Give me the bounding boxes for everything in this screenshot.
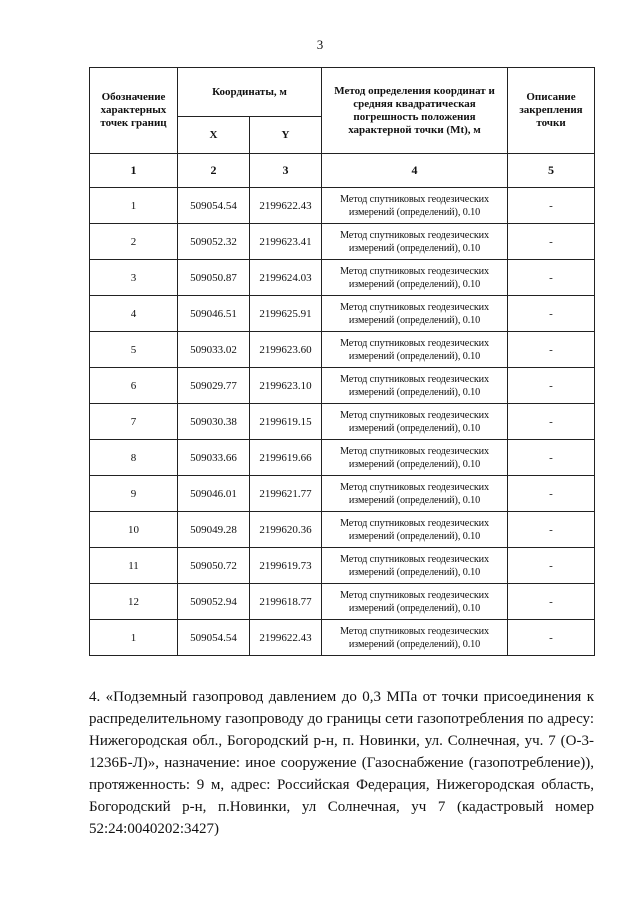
table-row — [90, 404, 595, 440]
table-row — [90, 476, 595, 512]
table-row — [90, 224, 595, 260]
header-coordinates: Координаты, м — [178, 68, 322, 117]
table-row — [90, 620, 595, 656]
page-number: 3 — [316, 37, 324, 52]
x-coordinate-cell: 509033.66 — [178, 440, 250, 476]
table-row — [90, 296, 595, 332]
point-cell: 2 — [90, 224, 178, 260]
table-row — [90, 332, 595, 368]
method-cell: Метод спутниковых геодезических измерений (определений), 0.10 — [322, 332, 508, 368]
method-cell: Метод спутниковых геодезических измерений (определений), 0.10 — [322, 368, 508, 404]
description-cell: - — [508, 476, 595, 512]
x-coordinate-cell: 509052.94 — [178, 584, 250, 620]
description-cell: - — [508, 440, 595, 476]
description-cell: - — [508, 512, 595, 548]
point-cell: 10 — [90, 512, 178, 548]
column-numbers-row — [90, 154, 595, 188]
method-cell: Метод спутниковых геодезических измерений (определений), 0.10 — [322, 296, 508, 332]
x-coordinate-cell: 509052.32 — [178, 224, 250, 260]
description-cell: - — [508, 188, 595, 224]
column-number: 5 — [508, 154, 595, 188]
description-cell: - — [508, 368, 595, 404]
table-row — [90, 548, 595, 584]
y-coordinate-cell: 2199625.91 — [250, 296, 322, 332]
method-cell: Метод спутниковых геодезических измерений (определений), 0.10 — [322, 440, 508, 476]
point-cell: 8 — [90, 440, 178, 476]
table-row — [90, 440, 595, 476]
table-row — [90, 368, 595, 404]
header-description: Описание закрепления точки — [508, 68, 595, 154]
point-cell: 5 — [90, 332, 178, 368]
header-y: Y — [250, 117, 322, 154]
method-cell: Метод спутниковых геодезических измерений (определений), 0.10 — [322, 188, 508, 224]
y-coordinate-cell: 2199620.36 — [250, 512, 322, 548]
object-description-paragraph: 4. «Подземный газопровод давлением до 0,3 МПа от точки присоединения к распределительному газопроводу до границы сети газопотребления по адресу: Нижегородская обл., Богородский р-н, п. Новинки, ул. Солнечная, уч. 7 (О-3-1236Б-Л)», назначение: иное сооружение (Газоснабжение (газопотребление)), протяженность: 9 м, адрес: Российская Федерация, Нижегородская область, Богородский р-н, п.Новинки, ул Солнечная, уч 7 (кадастровый номер 52:24:0040202:3427) — [89, 689, 594, 837]
point-cell: 6 — [90, 368, 178, 404]
x-coordinate-cell: 509046.01 — [178, 476, 250, 512]
method-cell: Метод спутниковых геодезических измерений (определений), 0.10 — [322, 584, 508, 620]
column-number: 3 — [250, 154, 322, 188]
method-cell: Метод спутниковых геодезических измерений (определений), 0.10 — [322, 224, 508, 260]
description-cell: - — [508, 296, 595, 332]
header-designation: Обозначение характерных точек границ — [90, 68, 178, 154]
method-cell: Метод спутниковых геодезических измерений (определений), 0.10 — [322, 548, 508, 584]
description-cell: - — [508, 584, 595, 620]
table-row — [90, 512, 595, 548]
y-coordinate-cell: 2199623.60 — [250, 332, 322, 368]
y-coordinate-cell: 2199619.15 — [250, 404, 322, 440]
method-cell: Метод спутниковых геодезических измерений (определений), 0.10 — [322, 404, 508, 440]
y-coordinate-cell: 2199622.43 — [250, 620, 322, 656]
x-coordinate-cell: 509046.51 — [178, 296, 250, 332]
y-coordinate-cell: 2199619.73 — [250, 548, 322, 584]
point-cell: 3 — [90, 260, 178, 296]
table-row — [90, 188, 595, 224]
x-coordinate-cell: 509030.38 — [178, 404, 250, 440]
coordinates-table — [89, 67, 595, 656]
description-cell: - — [508, 404, 595, 440]
x-coordinate-cell: 509049.28 — [178, 512, 250, 548]
y-coordinate-cell: 2199618.77 — [250, 584, 322, 620]
point-cell: 12 — [90, 584, 178, 620]
header-method: Метод определения координат и средняя квадратическая погрешность положения характерной точки (Mt), м — [322, 68, 508, 154]
method-cell: Метод спутниковых геодезических измерений (определений), 0.10 — [322, 620, 508, 656]
description-cell: - — [508, 548, 595, 584]
column-number: 1 — [90, 154, 178, 188]
y-coordinate-cell: 2199623.41 — [250, 224, 322, 260]
y-coordinate-cell: 2199623.10 — [250, 368, 322, 404]
point-cell: 7 — [90, 404, 178, 440]
method-cell: Метод спутниковых геодезических измерений (определений), 0.10 — [322, 512, 508, 548]
table-row — [90, 260, 595, 296]
description-cell: - — [508, 620, 595, 656]
y-coordinate-cell: 2199621.77 — [250, 476, 322, 512]
method-cell: Метод спутниковых геодезических измерений (определений), 0.10 — [322, 476, 508, 512]
description-cell: - — [508, 260, 595, 296]
y-coordinate-cell: 2199619.66 — [250, 440, 322, 476]
point-cell: 1 — [90, 620, 178, 656]
x-coordinate-cell: 509033.02 — [178, 332, 250, 368]
x-coordinate-cell: 509050.72 — [178, 548, 250, 584]
header-x: X — [178, 117, 250, 154]
description-cell: - — [508, 332, 595, 368]
y-coordinate-cell: 2199622.43 — [250, 188, 322, 224]
y-coordinate-cell: 2199624.03 — [250, 260, 322, 296]
point-cell: 4 — [90, 296, 178, 332]
column-number: 4 — [322, 154, 508, 188]
x-coordinate-cell: 509050.87 — [178, 260, 250, 296]
x-coordinate-cell: 509054.54 — [178, 620, 250, 656]
method-cell: Метод спутниковых геодезических измерений (определений), 0.10 — [322, 260, 508, 296]
column-number: 2 — [178, 154, 250, 188]
x-coordinate-cell: 509029.77 — [178, 368, 250, 404]
point-cell: 9 — [90, 476, 178, 512]
x-coordinate-cell: 509054.54 — [178, 188, 250, 224]
table-row — [90, 584, 595, 620]
point-cell: 11 — [90, 548, 178, 584]
description-cell: - — [508, 224, 595, 260]
point-cell: 1 — [90, 188, 178, 224]
